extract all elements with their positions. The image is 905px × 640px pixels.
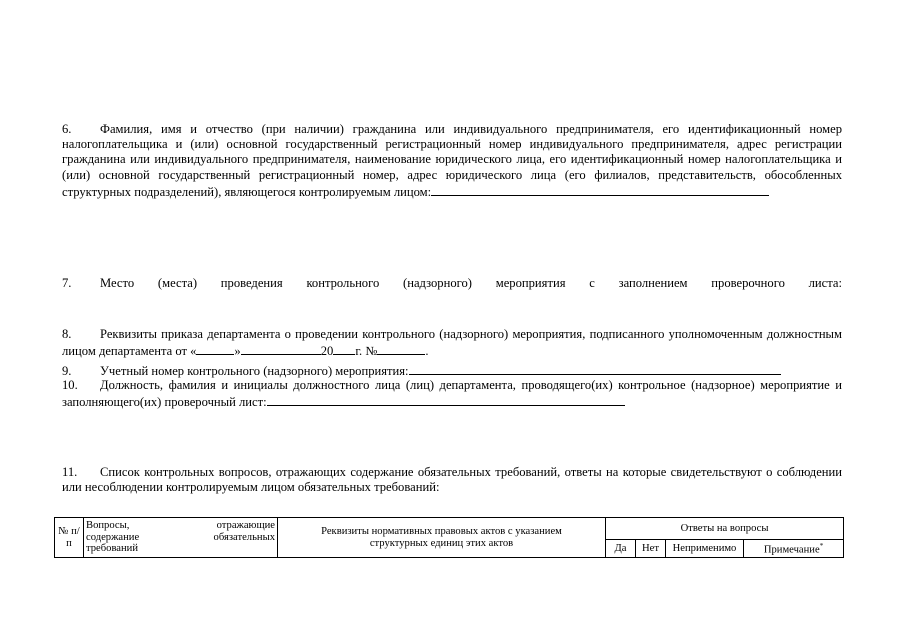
item-8-number: 8.: [62, 327, 72, 341]
item-6: [62, 122, 842, 200]
header-question-line2: содержание обязательных: [86, 531, 275, 543]
item-8-number-field[interactable]: [377, 342, 425, 355]
header-note-footnote-mark: *: [819, 541, 824, 550]
item-8-month-field[interactable]: [241, 342, 321, 355]
header-requisites: Реквизиты нормативных правовых актов с указанием структурных единиц этих актов: [278, 518, 606, 558]
item-9-number: 9.: [62, 364, 72, 378]
item-9-fill-line[interactable]: [409, 362, 781, 375]
header-note: [744, 540, 844, 558]
header-question-line3: требований: [86, 543, 139, 555]
header-question: [84, 518, 278, 558]
item-10-number: 10.: [62, 378, 78, 392]
item-10-text: Должность, фамилия и инициалы должностного лица (лиц) департамента, проводящего(их) контрольное (надзорное) мероприятие и заполняющего(их) проверочный лист:: [62, 378, 842, 410]
header-answers: Ответы на вопросы: [606, 518, 844, 540]
item-8-text: Реквизиты приказа департамента о проведении контрольного (надзорного) мероприятия, подписанного уполномоченным должностным лицом департамента от «: [62, 327, 842, 359]
table-header-row: [55, 518, 844, 540]
header-note-label: Примечание: [763, 544, 820, 556]
item-6-text: Фамилия, имя и отчество (при наличии) гражданина или индивидуального предпринимателя, его идентификационный номер налогоплательщика и (или) основной государственный регистрационный номер индивидуального предпринимателя, адрес регистрации гражданина или индивидуального предпринимателя, наименование юридического лица, его идентификационный номер налогоплательщика и (или) основной государственный регистрационный номер, адрес юридического лица (его филиалов, представительств, обособленных структурных подразделений), являющегося контролируемым лицом:: [62, 122, 842, 199]
item-9: [62, 362, 842, 379]
item-9-text: Учетный номер контрольного (надзорного) мероприятия:: [100, 364, 409, 378]
item-8: [62, 327, 842, 359]
header-num: № п/п: [55, 518, 84, 558]
item-10: [62, 378, 842, 410]
item-8-day-field[interactable]: [196, 342, 234, 355]
item-11-number: 11.: [62, 465, 78, 479]
header-question-line1: Вопросы, отражающие: [86, 520, 275, 532]
item-8-sep: »: [234, 344, 241, 359]
item-7: [62, 276, 842, 291]
checklist-table: [54, 517, 844, 558]
header-yes: Да: [606, 540, 636, 558]
item-7-text: Место (места) проведения контрольного (надзорного) мероприятия с заполнением проверочного листа:: [100, 276, 842, 290]
item-8-year-prefix: 20: [320, 344, 334, 359]
item-11-text: Список контрольных вопросов, отражающих содержание обязательных требований, ответы на которые свидетельствуют о соблюдении или несоблюдении контролируемым лицом обязательных требований:: [62, 465, 842, 495]
header-no: Нет: [636, 540, 666, 558]
item-8-end: .: [425, 344, 429, 359]
header-not-applicable: Неприменимо: [666, 540, 744, 558]
item-7-number: 7.: [62, 276, 72, 290]
item-6-fill-line[interactable]: [431, 183, 769, 196]
item-10-fill-line[interactable]: [267, 393, 625, 406]
item-8-year-field[interactable]: [333, 342, 355, 355]
item-8-year-suffix: г. №: [355, 344, 378, 359]
item-11: [62, 465, 842, 495]
item-6-number: 6.: [62, 122, 72, 136]
